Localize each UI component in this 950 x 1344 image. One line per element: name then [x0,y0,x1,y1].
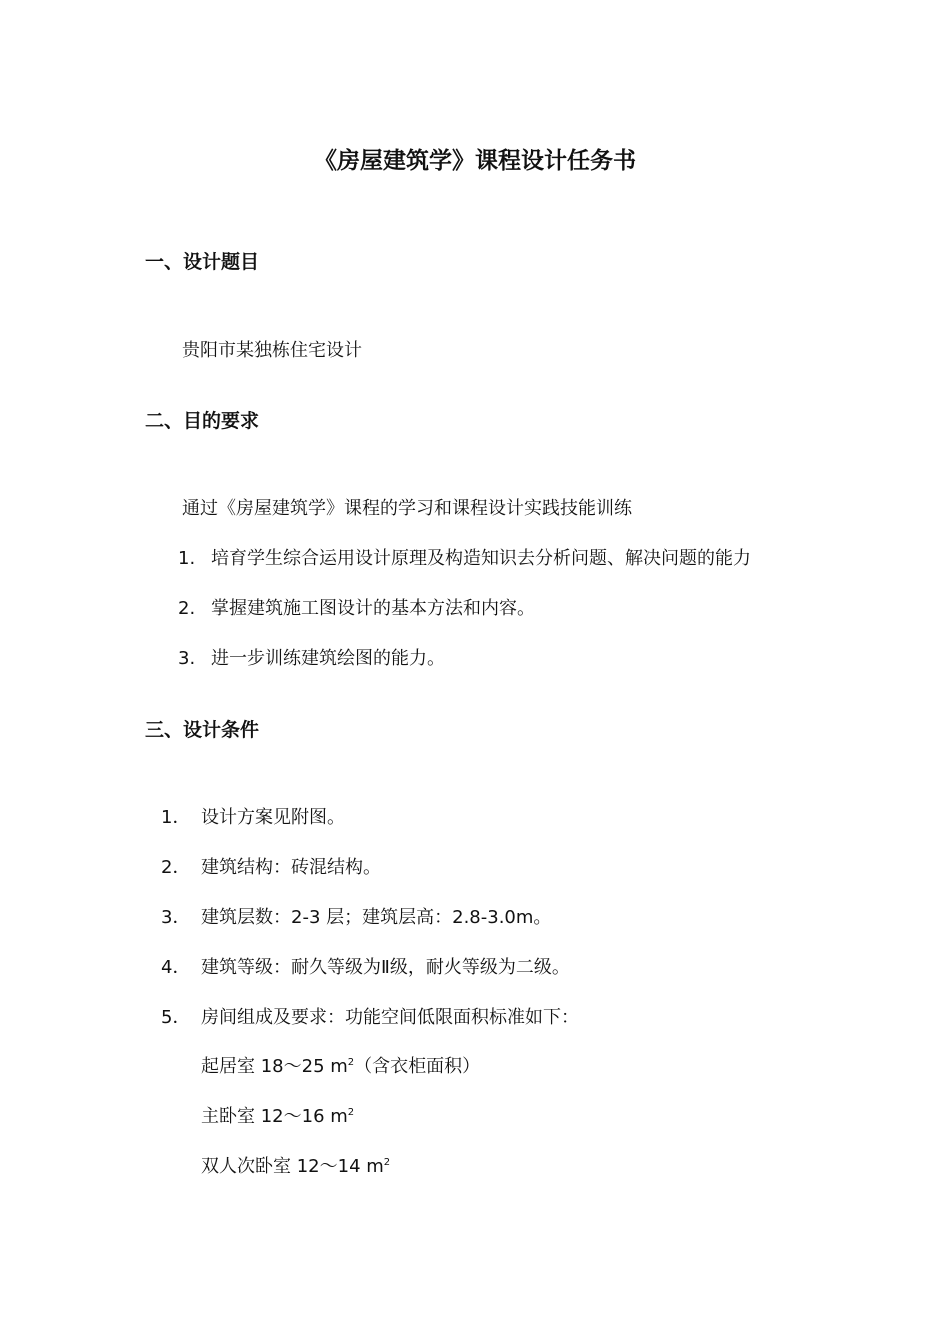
condition-text: 房间组成及要求：功能空间低限面积标准如下： [201,1007,579,1028]
section-heading-design-conditions: 三、设计条件 [145,719,260,741]
room-requirement-living-room [201,1058,480,1076]
section-heading-design-topic: 一、设计题目 [145,251,260,273]
room-name: 主卧室 12～16 m [201,1106,348,1127]
objective-text: 进一步训练建筑绘图的能力。 [211,648,445,669]
section-heading-objectives: 二、目的要求 [145,410,260,432]
area-unit-superscript: 2 [347,1107,355,1118]
objective-text: 培育学生综合运用设计原理及构造知识去分析问题、解决问题的能力 [211,548,751,569]
area-unit-superscript: 2 [347,1057,355,1068]
condition-text: 建筑等级：耐久等级为Ⅱ级，耐火等级为二级。 [201,957,570,978]
room-requirement-double-bedroom [201,1158,390,1176]
room-note: （含衣柜面积） [354,1056,481,1077]
condition-number: 4． [161,957,191,978]
area-unit-superscript: 2 [383,1157,391,1168]
objectives-intro: 通过《房屋建筑学》课程的学习和课程设计实践技能训练 [182,498,632,519]
objective-number: 2. [178,598,196,619]
condition-text: 建筑结构：砖混结构。 [201,857,381,878]
objective-number: 1. [178,548,196,569]
condition-text: 设计方案见附图。 [201,807,345,828]
document-title: 《房屋建筑学》课程设计任务书 [314,148,636,174]
condition-number: 3． [161,907,191,928]
room-requirement-master-bedroom [201,1108,354,1126]
condition-text: 建筑层数：2-3 层；建筑层高：2.8-3.0m。 [201,907,552,928]
room-name: 双人次卧室 12～14 m [201,1156,384,1177]
room-name: 起居室 18～25 m [201,1056,348,1077]
objective-text: 掌握建筑施工图设计的基本方法和内容。 [211,598,535,619]
condition-number: 1． [161,807,191,828]
condition-number: 5． [161,1007,191,1028]
objective-number: 3. [178,648,196,669]
design-topic-text: 贵阳市某独栋住宅设计 [182,340,362,361]
condition-number: 2． [161,857,191,878]
